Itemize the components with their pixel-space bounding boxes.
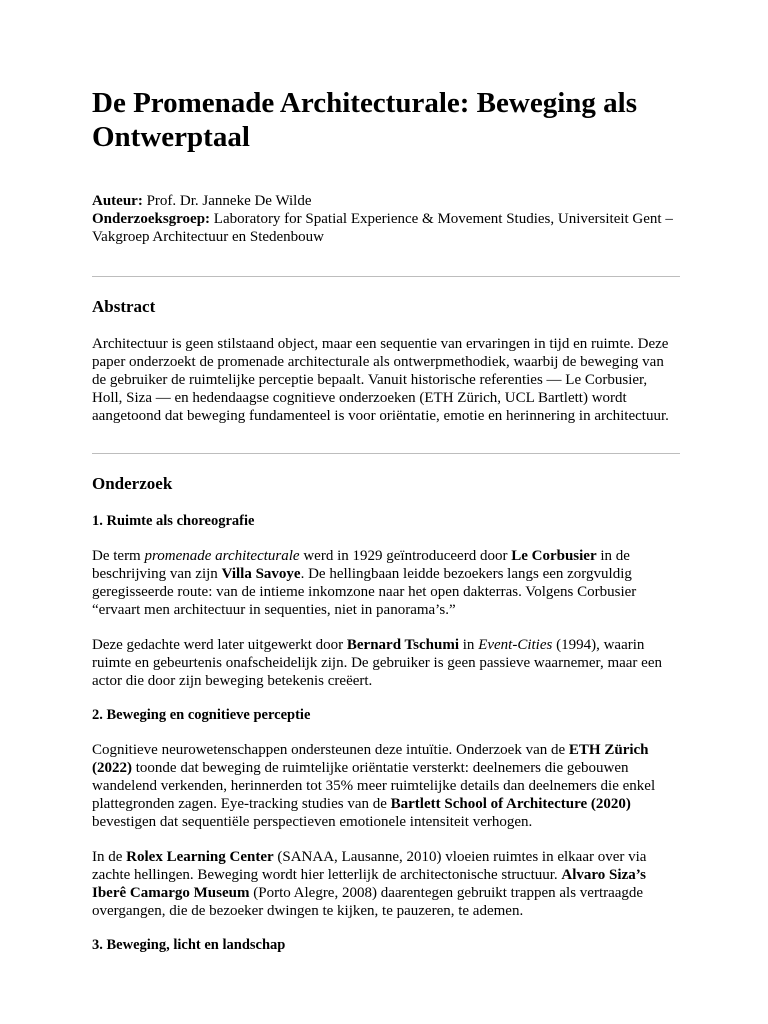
research-group-line: [92, 210, 680, 246]
name-eth-zurich: ETH Zürich (2022): [92, 742, 649, 776]
name-bartlett-school: Bartlett School of Architecture (2020): [390, 796, 631, 812]
author-name: Prof. Dr. Janneke De Wilde: [146, 193, 312, 209]
section-1-heading: 1. Ruimte als choreografie: [92, 513, 255, 529]
name-bernard-tschumi: Bernard Tschumi: [346, 637, 460, 653]
research-group-name: Laboratory for Spatial Experience & Movement Studies, Universiteit Gent – Vakgroep Architectuur en Stedenbouw: [92, 211, 673, 245]
abstract-text: Architectuur is geen stilstaand object, maar een sequentie van ervaringen in tijd en ruimte. Deze paper onderzoekt de promenade architecturale als ontwerpmethodiek, waarbij de beweging van de gebruiker de ruimtelijke perceptie bepaalt. Vanuit historische referenties — Le Corbusier, Holl, Siza — en hedendaagse cognitieve onderzoeken (ETH Zürich, UCL Bartlett) wordt aangetoond dat beweging fundamenteel is voor oriëntatie, emotie en herinnering in architectuur.: [92, 336, 669, 424]
research-group-label: Onderzoeksgroep:: [92, 211, 211, 227]
name-le-corbusier: Le Corbusier: [511, 548, 597, 564]
section-1-paragraph-2: Deze gedachte werd later uitgewerkt door Bernard Tschumi in Event-Cities (1994), waarin ruimte en gebeurtenis onafscheidelijk zijn. De gebruiker is geen passieve waarnemer, maar een actor die door zijn beweging betekenis creëert.: [92, 637, 662, 689]
section-3-heading: 3. Beweging, licht en landschap: [92, 937, 286, 953]
abstract-heading: Abstract: [92, 297, 156, 316]
paper-title: De Promenade Architecturale: Beweging als Ontwerptaal: [92, 87, 637, 153]
name-villa-savoye: Villa Savoye: [221, 566, 301, 582]
author-label: Auteur:: [92, 193, 143, 209]
section-1-paragraph-1: De term promenade architecturale werd in 1929 geïntroduceerd door Le Corbusier in de beschrijving van zijn Villa Savoye. De hellingbaan leidde bezoekers langs een zorgvuldig geregisseerde route: van de intieme inkomzone naar het open dakterras. Volgens Corbusier “ervaart men architectuur in sequenties, niet in panorama’s.”: [92, 548, 637, 618]
term-promenade: promenade architecturale: [144, 548, 300, 564]
name-ibere-camargo-museum: Alvaro Siza’s Iberê Camargo Museum: [92, 867, 647, 901]
divider-top: [92, 276, 680, 277]
divider-middle: [92, 453, 680, 454]
section-2-paragraph-2: In de Rolex Learning Center (SANAA, Lausanne, 2010) vloeien ruimtes in elkaar over via zachte hellingen. Beweging wordt hier letterlijk de architectonische structuur. Alvaro Siza’s Iberê Camargo Museum (Porto Alegre, 2008) daarentegen gebruikt trappen als vertraagde overgangen, die de bezoeker dwingen te kijken, te pauzeren, te ademen.: [92, 849, 647, 919]
section-2-paragraph-1: Cognitieve neurowetenschappen ondersteunen deze intuïtie. Onderzoek van de ETH Zürich (2022) toonde dat beweging de ruimtelijke oriëntatie versterkt: deelnemers die gebouwen wandelend verkenden, herinnerden tot 35% meer ruimtelijke details dan deelnemers die enkel plattegronden zagen. Eye-tracking studies van de Bartlett School of Architecture (2020) bevestigen dat sequentiële perspectieven emotionele intensiteit verhogen.: [92, 742, 656, 830]
author-line: [92, 192, 680, 210]
name-rolex-learning-center: Rolex Learning Center: [126, 849, 274, 865]
section-2-heading: 2. Beweging en cognitieve perceptie: [92, 707, 311, 723]
research-heading: Onderzoek: [92, 474, 173, 493]
title-event-cities: Event-Cities: [478, 637, 553, 653]
